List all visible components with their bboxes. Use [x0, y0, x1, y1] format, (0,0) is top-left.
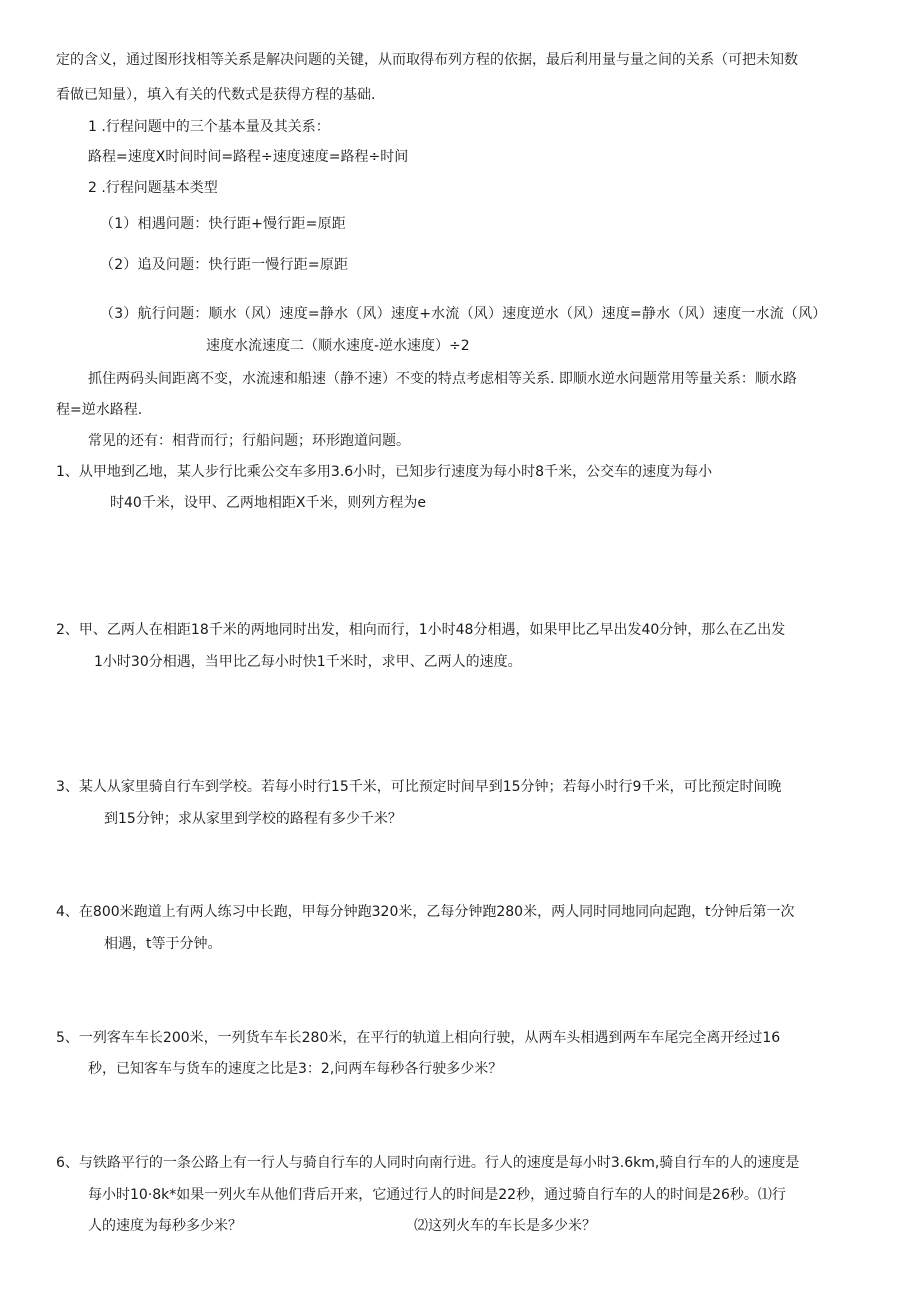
intro-line-1: 定的含义，通过图形找相等关系是解决问题的关键，从而取得布列方程的依据，最后利用量与量之间的关系（可把未知数 [56, 52, 798, 68]
problem-2-line-1: 2、甲、乙两人在相距18千米的两地同时出发，相向而行，1小时48分相遇，如果甲比乙早出发40分钟，那么在乙出发 [56, 622, 786, 638]
navigation-problem: （3）航行问题：顺水（风）速度=静水（风）速度+水流（风）速度逆水（风）速度=静水（风）速度一水流（风） [100, 306, 827, 322]
meeting-problem: （1）相遇问题：快行距+慢行距=原距 [100, 216, 346, 232]
intro-line-2: 看做已知量），填入有关的代数式是获得方程的基础. [56, 87, 376, 103]
tip-line-2: 程=逆水路程. [56, 402, 143, 418]
navigation-formula: 速度水流速度二（顺水速度-逆水速度）÷2 [206, 338, 470, 354]
common-types: 常见的还有：相背而行；行船问题；环形跑道问题。 [88, 433, 410, 449]
chase-problem: （2）追及问题：快行距一慢行距=原距 [100, 257, 349, 273]
problem-5-line-2: 秒，已知客车与货车的速度之比是3：2,问两车每秒各行驶多少米？ [88, 1061, 503, 1077]
problem-4-line-2: 相遇，t等于分钟。 [104, 936, 222, 952]
problem-6-line-1: 6、与铁路平行的一条公路上有一行人与骑自行车的人同时向南行进。行人的速度是每小时3.6km,骑自行车的人的速度是 [56, 1155, 800, 1171]
problem-5-line-1: 5、一列客车车长200米，一列货车车长280米，在平行的轨道上相向行驶，从两车头相遇到两车车尾完全离开经过16 [56, 1030, 781, 1046]
problem-3-line-1: 3、某人从家里骑自行车到学校。若每小时行15千米，可比预定时间早到15分钟；若每小时行9千米，可比预定时间晚 [56, 779, 782, 795]
problem-3-line-2: 到15分钟；求从家里到学校的路程有多少千米？ [104, 811, 402, 827]
problem-1-line-2: 时40千米，设甲、乙两地相距X千米，则列方程为e [110, 495, 427, 511]
section2-heading: 2 .行程问题基本类型 [88, 180, 218, 196]
section1-formula: 路程=速度X时间时间=路程÷速度速度=路程÷时间 [88, 149, 409, 165]
problem-6-line-2: 每小时10·8k*如果一列火车从他们背后开来，它通过行人的时间是22秒，通过骑自行车的人的时间是26秒。⑴行 [88, 1187, 786, 1203]
problem-1-line-1: 1、从甲地到乙地，某人步行比乘公交车多用3.6小时，已知步行速度为每小时8千米，公交车的速度为每小 [56, 464, 713, 480]
tip-line-1: 抓住两码头间距离不变，水流速和船速（静不速）不变的特点考虑相等关系. 即顺水逆水问题常用等量关系：顺水路 [88, 371, 797, 387]
section1-heading: 1 .行程问题中的三个基本量及其关系： [88, 119, 330, 135]
problem-6-line-3b: ⑵这列火车的车长是多少米？ [414, 1218, 596, 1234]
problem-6-line-3a: 人的速度为每秒多少米？ [88, 1218, 242, 1234]
problem-2-line-2: 1小时30分相遇，当甲比乙每小时快1千米时，求甲、乙两人的速度。 [94, 654, 522, 670]
problem-4-line-1: 4、在800米跑道上有两人练习中长跑，甲每分钟跑320米，乙每分钟跑280米，两人同时同地同向起跑，t分钟后第一次 [56, 904, 795, 920]
